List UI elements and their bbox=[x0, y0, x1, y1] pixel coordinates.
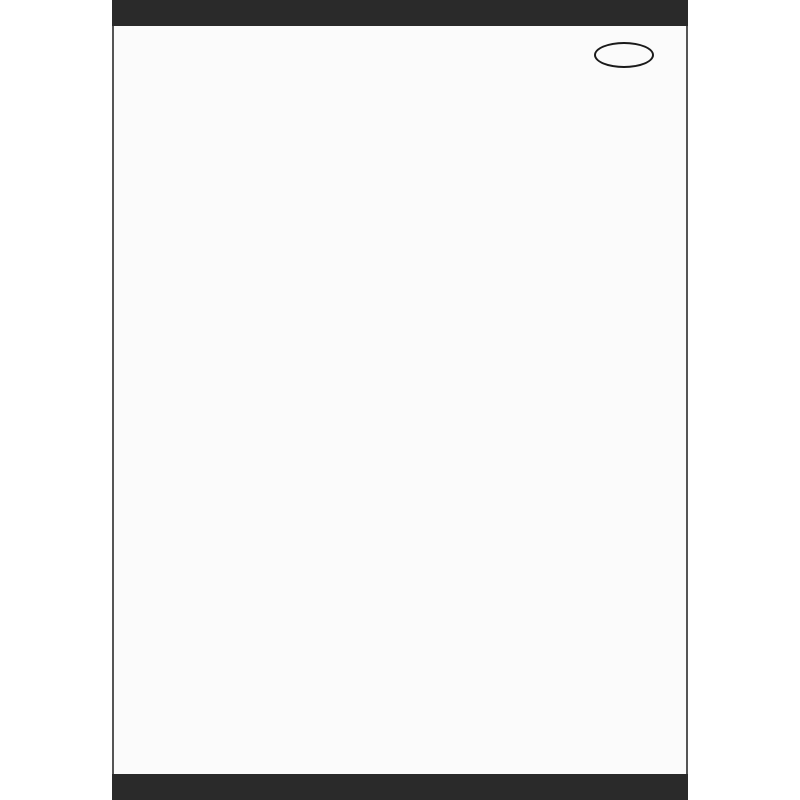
section-storage bbox=[162, 566, 166, 580]
section-dosage bbox=[162, 288, 166, 302]
section-character bbox=[162, 226, 166, 240]
section-adverse-reactions bbox=[162, 304, 166, 318]
section-mah bbox=[162, 682, 166, 696]
leaflet-sheet bbox=[114, 26, 686, 774]
bottom-dark-border bbox=[112, 774, 688, 800]
section-drug-interactions bbox=[162, 536, 166, 550]
section-package bbox=[162, 584, 166, 598]
top-dark-border bbox=[112, 0, 688, 26]
right-edge bbox=[686, 26, 688, 774]
section-contraindications bbox=[162, 320, 166, 334]
section-ingredients bbox=[162, 182, 166, 196]
section-indications bbox=[162, 242, 166, 256]
section-drug-name bbox=[162, 138, 166, 152]
section-validity bbox=[162, 618, 166, 632]
section-revision-date bbox=[162, 666, 166, 680]
section-specification bbox=[162, 272, 166, 286]
section-manufacturer bbox=[162, 726, 166, 740]
section-standard bbox=[162, 634, 166, 648]
section-approval-number bbox=[162, 650, 166, 664]
otc-badge bbox=[594, 42, 654, 68]
section-precautions bbox=[162, 338, 166, 352]
